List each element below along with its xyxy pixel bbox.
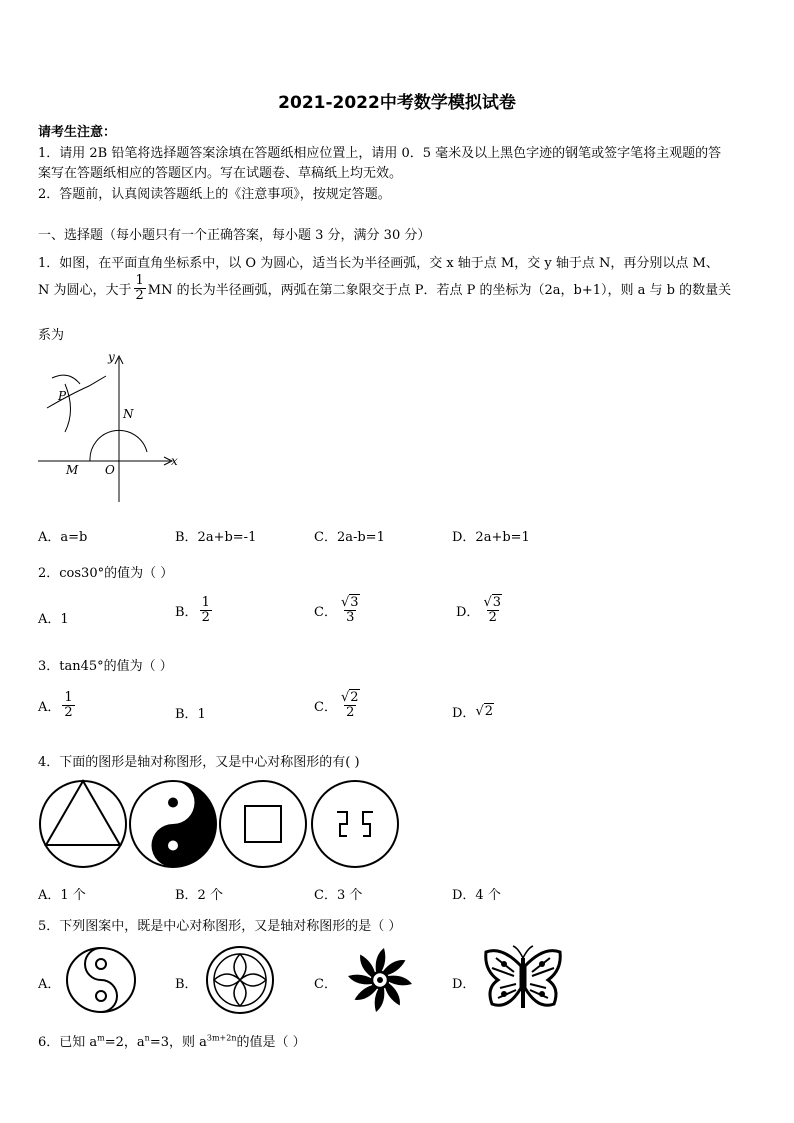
q3-option-d xyxy=(452,702,494,721)
q6-text-2: =2，a xyxy=(104,1035,145,1050)
notice-line-2: 案写在答题纸相应的答题区内。写在试题卷、草稿纸上均无效。 xyxy=(38,166,403,181)
q5-label-d: D． xyxy=(452,977,476,992)
q4-figure-symbol-in-circle xyxy=(310,779,400,869)
q5-figure-c-pinwheel-flower xyxy=(338,944,422,1016)
q1-option-d: D．2a+b=1 xyxy=(452,530,530,545)
fig-m-label: M xyxy=(66,463,79,477)
q6-text-3: =3，则 a xyxy=(149,1035,207,1050)
q2-c-den: 3 xyxy=(346,609,355,625)
q4-option-d: D．4 个 xyxy=(452,888,501,903)
q4-figure-triangle-in-circle xyxy=(38,779,128,869)
page-title: 2021-2022中考数学模拟试卷 xyxy=(278,93,516,113)
q2-b-label: B． xyxy=(175,604,198,620)
q3-c-label: C． xyxy=(314,699,337,715)
q1-option-c: C．2a-b=1 xyxy=(314,530,385,545)
q3-c-num: √2 xyxy=(340,690,359,705)
q3-d-sqrt: √2 xyxy=(475,704,494,719)
q2-c-radicand: 3 xyxy=(350,595,359,610)
q5-label-b: B． xyxy=(175,977,198,992)
q5-figure-b-circle-petals xyxy=(200,944,280,1016)
q2-option-a: A．1 xyxy=(38,612,69,627)
q3-a-fraction xyxy=(62,691,74,719)
q5-label-c: C． xyxy=(314,977,337,992)
q1-option-a: A．a=b xyxy=(38,530,88,545)
q1-line-3: 系为 xyxy=(38,328,65,343)
q2-c-fraction xyxy=(339,596,362,624)
q1-text-b: MN 的长为半径画弧，两弧在第二象限交于点 P．若点 P 的坐标为（2a，b+1），则 a 与 b 的数量关 xyxy=(147,282,732,298)
q6-exp-1: m xyxy=(97,1033,105,1043)
q3-d-radicand: 2 xyxy=(484,704,494,719)
fig-x-label: x xyxy=(171,454,178,468)
q2-d-num: √3 xyxy=(483,595,502,610)
q3-c-radicand: 2 xyxy=(350,690,359,705)
q2-c-label: C． xyxy=(314,604,337,620)
q1-fraction xyxy=(134,274,146,302)
q1-text-a: N 为圆心，大于 xyxy=(38,282,132,298)
fig-p-label: P xyxy=(58,389,67,403)
q1-option-b: B．2a+b=-1 xyxy=(175,530,257,545)
q3-d-label: D． xyxy=(452,706,476,721)
q6-exp-2: n xyxy=(144,1033,150,1043)
q4-figure-square-in-circle xyxy=(218,779,308,869)
q1-line-2 xyxy=(38,274,731,302)
notice-line-1: 1．请用 2B 铅笔将选择题答案涂填在答题纸相应位置上，请用 0．5 毫米及以上黑色字迹的钢笔或签字笔将主观题的答 xyxy=(38,146,722,161)
q1-coordinate-figure xyxy=(35,350,185,505)
q4-option-a: A．1 个 xyxy=(38,888,86,903)
notice-line-3: 2．答题前，认真阅读答题纸上的《注意事项》，按规定答题。 xyxy=(38,187,391,202)
q3-c-fraction xyxy=(339,691,362,719)
q5-stem: 5．下列图案中，既是中心对称图形，又是轴对称图形的是（ ） xyxy=(38,919,402,934)
fig-y-label: y xyxy=(108,350,115,364)
q2-option-b xyxy=(175,596,214,624)
q2-c-num: √3 xyxy=(340,595,359,610)
q4-figure-yin-yang xyxy=(128,779,218,869)
q3-a-den: 2 xyxy=(64,704,73,720)
q4-option-c: C．3 个 xyxy=(314,888,363,903)
fig-o-label: O xyxy=(105,463,115,477)
q2-stem: 2．cos30°的值为（ ） xyxy=(38,566,174,581)
q1-frac-num: 1 xyxy=(135,273,144,288)
q5-figure-a-taiji xyxy=(62,944,140,1016)
q3-a-label: A． xyxy=(38,699,61,715)
q3-c-den: 2 xyxy=(346,704,355,720)
notice-heading: 请考生注意： xyxy=(38,125,117,140)
q6-exp-3: 3m+2n xyxy=(206,1033,237,1043)
q2-option-c xyxy=(314,596,364,624)
q2-d-fraction xyxy=(481,596,504,624)
q3-a-num: 1 xyxy=(64,690,73,705)
fig-n-label: N xyxy=(123,407,134,421)
q2-d-label: D． xyxy=(456,604,480,620)
q4-stem: 4．下面的图形是轴对称图形，又是中心对称图形的有( ) xyxy=(38,755,360,770)
q2-d-den: 2 xyxy=(488,609,497,625)
q2-b-num: 1 xyxy=(201,595,210,610)
q2-d-radicand: 3 xyxy=(492,595,502,610)
q6-text-1: 6．已知 a xyxy=(38,1035,98,1050)
q3-stem: 3．tan45°的值为（ ） xyxy=(38,659,173,674)
q6-stem xyxy=(38,1031,306,1050)
q6-text-4: 的值是（ ） xyxy=(236,1035,306,1050)
q5-figure-d-butterfly xyxy=(480,944,566,1016)
q2-b-fraction xyxy=(200,596,212,624)
q2-b-den: 2 xyxy=(201,609,210,625)
q2-option-d xyxy=(456,596,506,624)
q3-option-a xyxy=(38,691,77,719)
q1-frac-den: 2 xyxy=(135,287,144,303)
q4-option-b: B．2 个 xyxy=(175,888,223,903)
q5-label-a: A． xyxy=(38,977,61,992)
q3-option-c xyxy=(314,691,364,719)
q1-line-1: 1．如图，在平面直角坐标系中，以 O 为圆心，适当长为半径画弧，交 x 轴于点 M，交 y 轴于点 N，再分别以点 M、 xyxy=(38,256,719,271)
q3-option-b: B．1 xyxy=(175,707,206,722)
section-heading: 一、选择题（每小题只有一个正确答案，每小题 3 分，满分 30 分） xyxy=(38,228,431,243)
